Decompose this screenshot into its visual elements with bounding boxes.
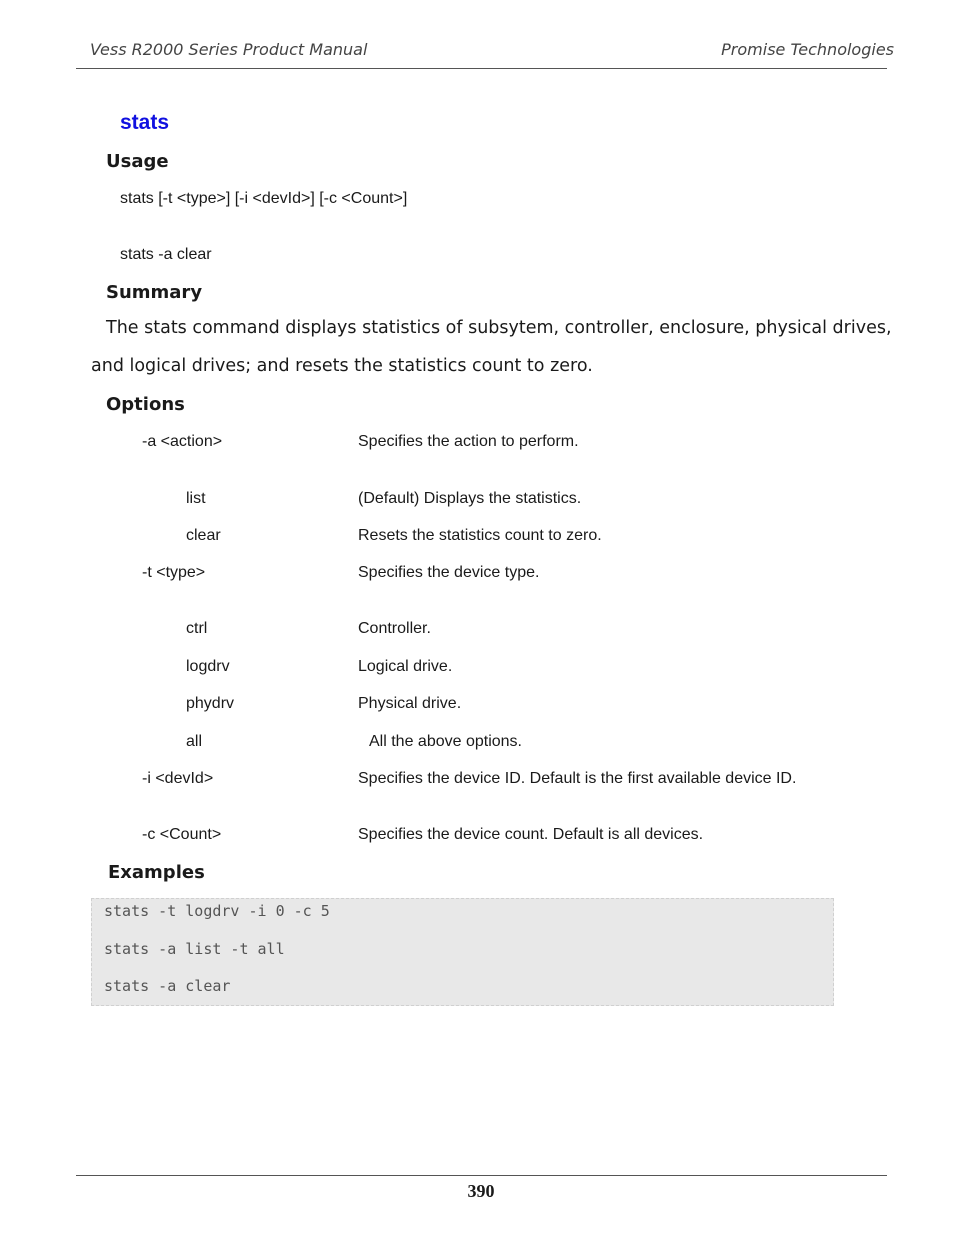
option-description: Specifies the action to perform. <box>358 433 579 450</box>
option-description: Specifies the device ID. Default is the first available device ID. <box>358 770 797 787</box>
option-name: -t <type> <box>142 564 206 581</box>
examples-heading: Examples <box>108 862 205 883</box>
usage-heading: Usage <box>106 151 169 172</box>
option-description: Controller. <box>358 620 431 637</box>
option-name: -a <action> <box>142 433 223 450</box>
code-line: stats -t logdrv -i 0 -c 5 <box>104 902 330 920</box>
page-number: 390 <box>467 1181 495 1201</box>
option-value: logdrv <box>186 658 230 675</box>
option-value: phydrv <box>186 695 235 712</box>
option-description: Resets the statistics count to zero. <box>358 527 602 544</box>
option-value: list <box>186 490 206 507</box>
code-line: stats -a clear <box>104 977 231 995</box>
option-value: ctrl <box>186 620 208 637</box>
header-manual-title: Vess R2000 Series Product Manual <box>90 40 368 59</box>
header-divider <box>76 68 887 69</box>
option-description: All the above options. <box>369 733 522 750</box>
option-description: Logical drive. <box>358 658 453 675</box>
option-name: -c <Count> <box>142 826 222 843</box>
usage-line: stats [-t <type>] [-i <devId>] [-c <Count>] <box>120 190 408 207</box>
header-company: Promise Technologies <box>721 40 894 59</box>
option-value: clear <box>186 527 221 544</box>
usage-line: stats -a clear <box>120 246 212 263</box>
options-heading: Options <box>106 394 185 415</box>
code-line: stats -a list -t all <box>104 940 285 958</box>
option-description: Physical drive. <box>358 695 462 712</box>
summary-text: and logical drives; and resets the statistics count to zero. <box>91 356 593 376</box>
option-description: Specifies the device type. <box>358 564 540 581</box>
footer-divider <box>76 1175 887 1176</box>
summary-text: The stats command displays statistics of subsytem, controller, enclosure, physical drives, <box>106 318 892 338</box>
summary-heading: Summary <box>106 282 203 303</box>
option-value: all <box>186 733 203 750</box>
page-title: stats <box>120 111 170 134</box>
option-description: (Default) Displays the statistics. <box>358 490 582 507</box>
option-description: Specifies the device count. Default is all devices. <box>358 826 704 843</box>
option-name: -i <devId> <box>142 770 214 787</box>
